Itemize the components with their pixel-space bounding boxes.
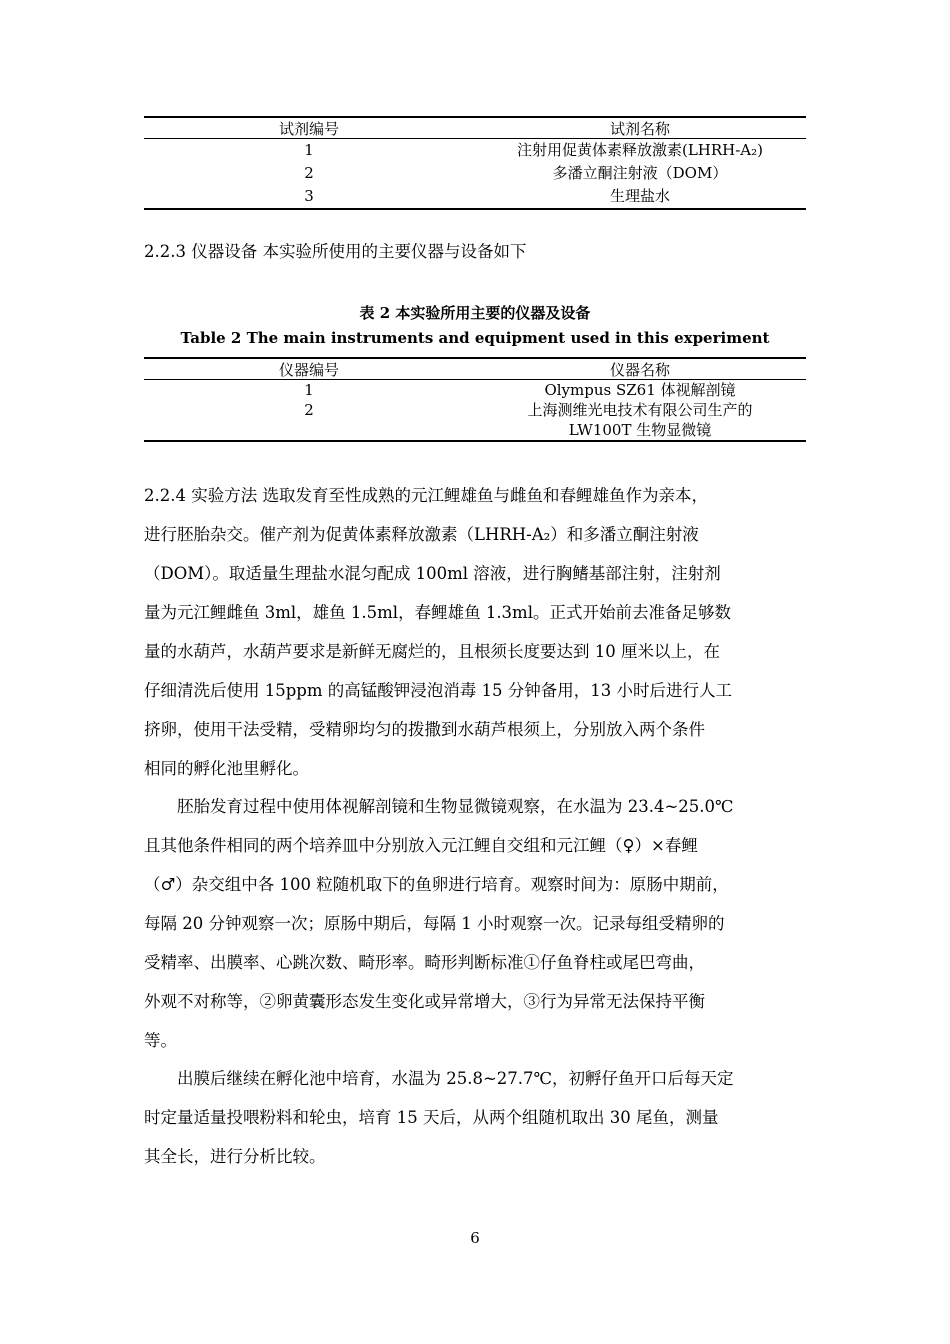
reagent-name: 生理盐水 <box>609 187 670 205</box>
text-line: 2.2.4 实验方法 选取发育至性成熟的元江鲤雄鱼与雌鱼和春鲤雄鱼作为亲本， <box>144 486 708 505</box>
text-line: 仔细清洗后使用 15ppm 的高锰酸钾浸泡消毒 15 分钟备用，13 小时后进行人工 <box>144 681 732 700</box>
text-line: 挤卵，使用干法受精，受精卵均匀的拨撒到水葫芦根须上，分别放入两个条件 <box>144 720 705 739</box>
table-row <box>144 380 806 400</box>
table-row <box>144 139 806 162</box>
instrument-name <box>474 380 806 400</box>
instrument-name-line: 上海测维光电技术有限公司生产的 <box>527 401 753 419</box>
text-line: 出膜后继续在孵化池中培育，水温为 25.8~27.7℃，初孵仔鱼开口后每天定 <box>144 1069 734 1088</box>
reagent-number: 1 <box>304 141 314 159</box>
text-line: 量的水葫芦，水葫芦要求是新鲜无腐烂的，且根须长度要达到 10 厘米以上，在 <box>144 642 720 661</box>
text-line: （♂）杂交组中各 100 粒随机取下的鱼卵进行培育。观察时间为：原肠中期前， <box>144 875 729 894</box>
text-line: 且其他条件相同的两个培养皿中分别放入元江鲤自交组和元江鲤（♀）×春鲤 <box>144 836 698 855</box>
reagent-name: 多潘立酮注射液（DOM） <box>552 164 728 182</box>
text-line: 量为元江鲤雌鱼 3ml，雄鱼 1.5ml，春鲤雄鱼 1.3ml。正式开始前去准备足够数 <box>144 603 731 622</box>
instrument-number: 2 <box>304 401 314 419</box>
text-line: 时定量适量投喂粉料和轮虫，培育 15 天后，从两个组随机取出 30 尾鱼，测量 <box>144 1108 719 1127</box>
table-row <box>144 162 806 185</box>
table2-caption-cn: 表 2 本实验所用主要的仪器及设备 <box>359 304 591 322</box>
reagent-name: 注射用促黄体素释放激素(LHRH-A₂) <box>516 141 764 159</box>
text-line: 胚胎发育过程中使用体视解剖镜和生物显微镜观察，在水温为 23.4~25.0℃ <box>144 797 734 816</box>
text-line: 进行胚胎杂交。催产剂为促黄体素释放激素（LHRH-A₂）和多潘立酮注射液 <box>144 525 699 544</box>
instrument-name <box>474 400 806 440</box>
reagent-number: 2 <box>304 164 314 182</box>
text-line: （DOM）。取适量生理盐水混匀配成 100ml 溶液，进行胸鳍基部注射，注射剂 <box>144 564 721 583</box>
text-line: 每隔 20 分钟观察一次；原肠中期后，每隔 1 小时观察一次。记录每组受精卵的 <box>144 914 725 933</box>
column-header: 试剂名称 <box>609 120 670 138</box>
instrument-name-line: LW100T 生物显微镜 <box>568 421 712 439</box>
column-header: 试剂编号 <box>278 120 339 138</box>
instrument-name-line: Olympus SZ61 体视解剖镜 <box>544 381 736 399</box>
table-row <box>144 185 806 208</box>
column-header: 仪器名称 <box>609 361 670 379</box>
table-bottom-rule <box>144 208 806 210</box>
reagent-table <box>144 116 806 210</box>
page-number: 6 <box>470 1229 480 1247</box>
section-2-2-3-text: 2.2.3 仪器设备 本实验所使用的主要仪器与设备如下 <box>144 242 527 261</box>
reagent-number: 3 <box>304 187 314 205</box>
table-header-row <box>144 359 806 379</box>
text-line: 等。 <box>144 1031 177 1050</box>
table-header-row <box>144 118 806 138</box>
text-line: 外观不对称等，②卵黄囊形态发生变化或异常增大，③行为异常无法保持平衡 <box>144 992 705 1011</box>
text-line: 相同的孵化池里孵化。 <box>144 759 309 778</box>
table-row <box>144 400 806 440</box>
table-bottom-rule <box>144 440 806 442</box>
instrument-number: 1 <box>304 381 314 399</box>
method-paragraph-1 <box>144 483 806 795</box>
method-paragraph-2 <box>144 794 806 1067</box>
text-line: 其全长，进行分析比较。 <box>144 1147 326 1166</box>
column-header: 仪器编号 <box>278 361 339 379</box>
text-line: 受精率、出膜率、心跳次数、畸形率。畸形判断标准①仔鱼脊柱或尾巴弯曲， <box>144 953 705 972</box>
instrument-table <box>144 357 806 442</box>
method-paragraph-3 <box>144 1066 806 1183</box>
table2-caption-en: Table 2 The main instruments and equipment used in this experiment <box>180 329 770 347</box>
